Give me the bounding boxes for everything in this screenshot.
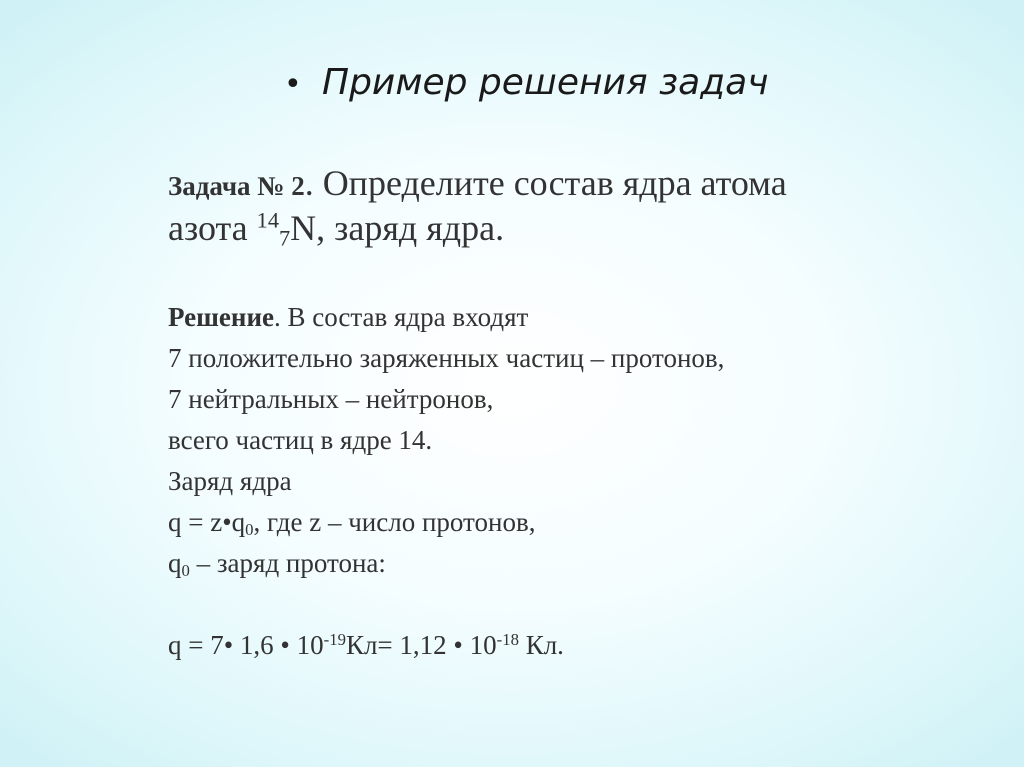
slide-title-text: Пример решения задач	[322, 62, 769, 103]
element-symbol: N	[290, 208, 317, 248]
task-label: Задача № 2	[168, 171, 305, 201]
result-c: Кл.	[518, 630, 564, 660]
charge-formula-b: , где z – число протонов,	[253, 507, 536, 537]
solution-line-2: 7 положительно заряженных частиц – протонов,	[168, 343, 725, 373]
solution-line-3: 7 нейтральных – нейтронов,	[168, 384, 494, 414]
task-text-2-prefix: азота	[168, 208, 257, 248]
task-line-1	[168, 161, 787, 206]
solution-line-4: всего частиц в ядре 14.	[168, 425, 433, 455]
task-line-2	[168, 206, 787, 251]
proton-charge-sub: 0	[181, 561, 190, 581]
result-b: Кл= 1,12 • 10	[345, 630, 497, 660]
bullet-icon: •	[284, 67, 302, 102]
proton-charge-line	[168, 543, 724, 584]
charge-formula-a: q = z•q	[168, 507, 246, 537]
task-text-2-suffix: , заряд ядра.	[316, 208, 505, 248]
task-statement	[168, 161, 787, 251]
slide-title	[284, 62, 768, 103]
charge-formula-line	[168, 502, 724, 543]
result-line	[168, 625, 724, 666]
task-text-1: . Определите состав ядра атома	[304, 163, 787, 203]
solution-line-1	[168, 297, 724, 338]
atomic-number: 7	[278, 225, 291, 251]
mass-number: 14	[256, 207, 279, 233]
solution-block	[168, 297, 724, 666]
solution-text-1: . В состав ядра входят	[274, 302, 529, 332]
solution-line-5: Заряд ядра	[168, 466, 292, 496]
result-exp-1: -19	[323, 629, 346, 649]
result-a: q = 7• 1,6 • 10	[168, 630, 324, 660]
charge-formula-sub: 0	[245, 520, 254, 540]
solution-label: Решение	[168, 302, 274, 332]
spacer	[168, 584, 724, 625]
result-exp-2: -18	[496, 629, 519, 649]
proton-charge-a: q	[168, 548, 182, 578]
proton-charge-b: – заряд протона:	[189, 548, 386, 578]
